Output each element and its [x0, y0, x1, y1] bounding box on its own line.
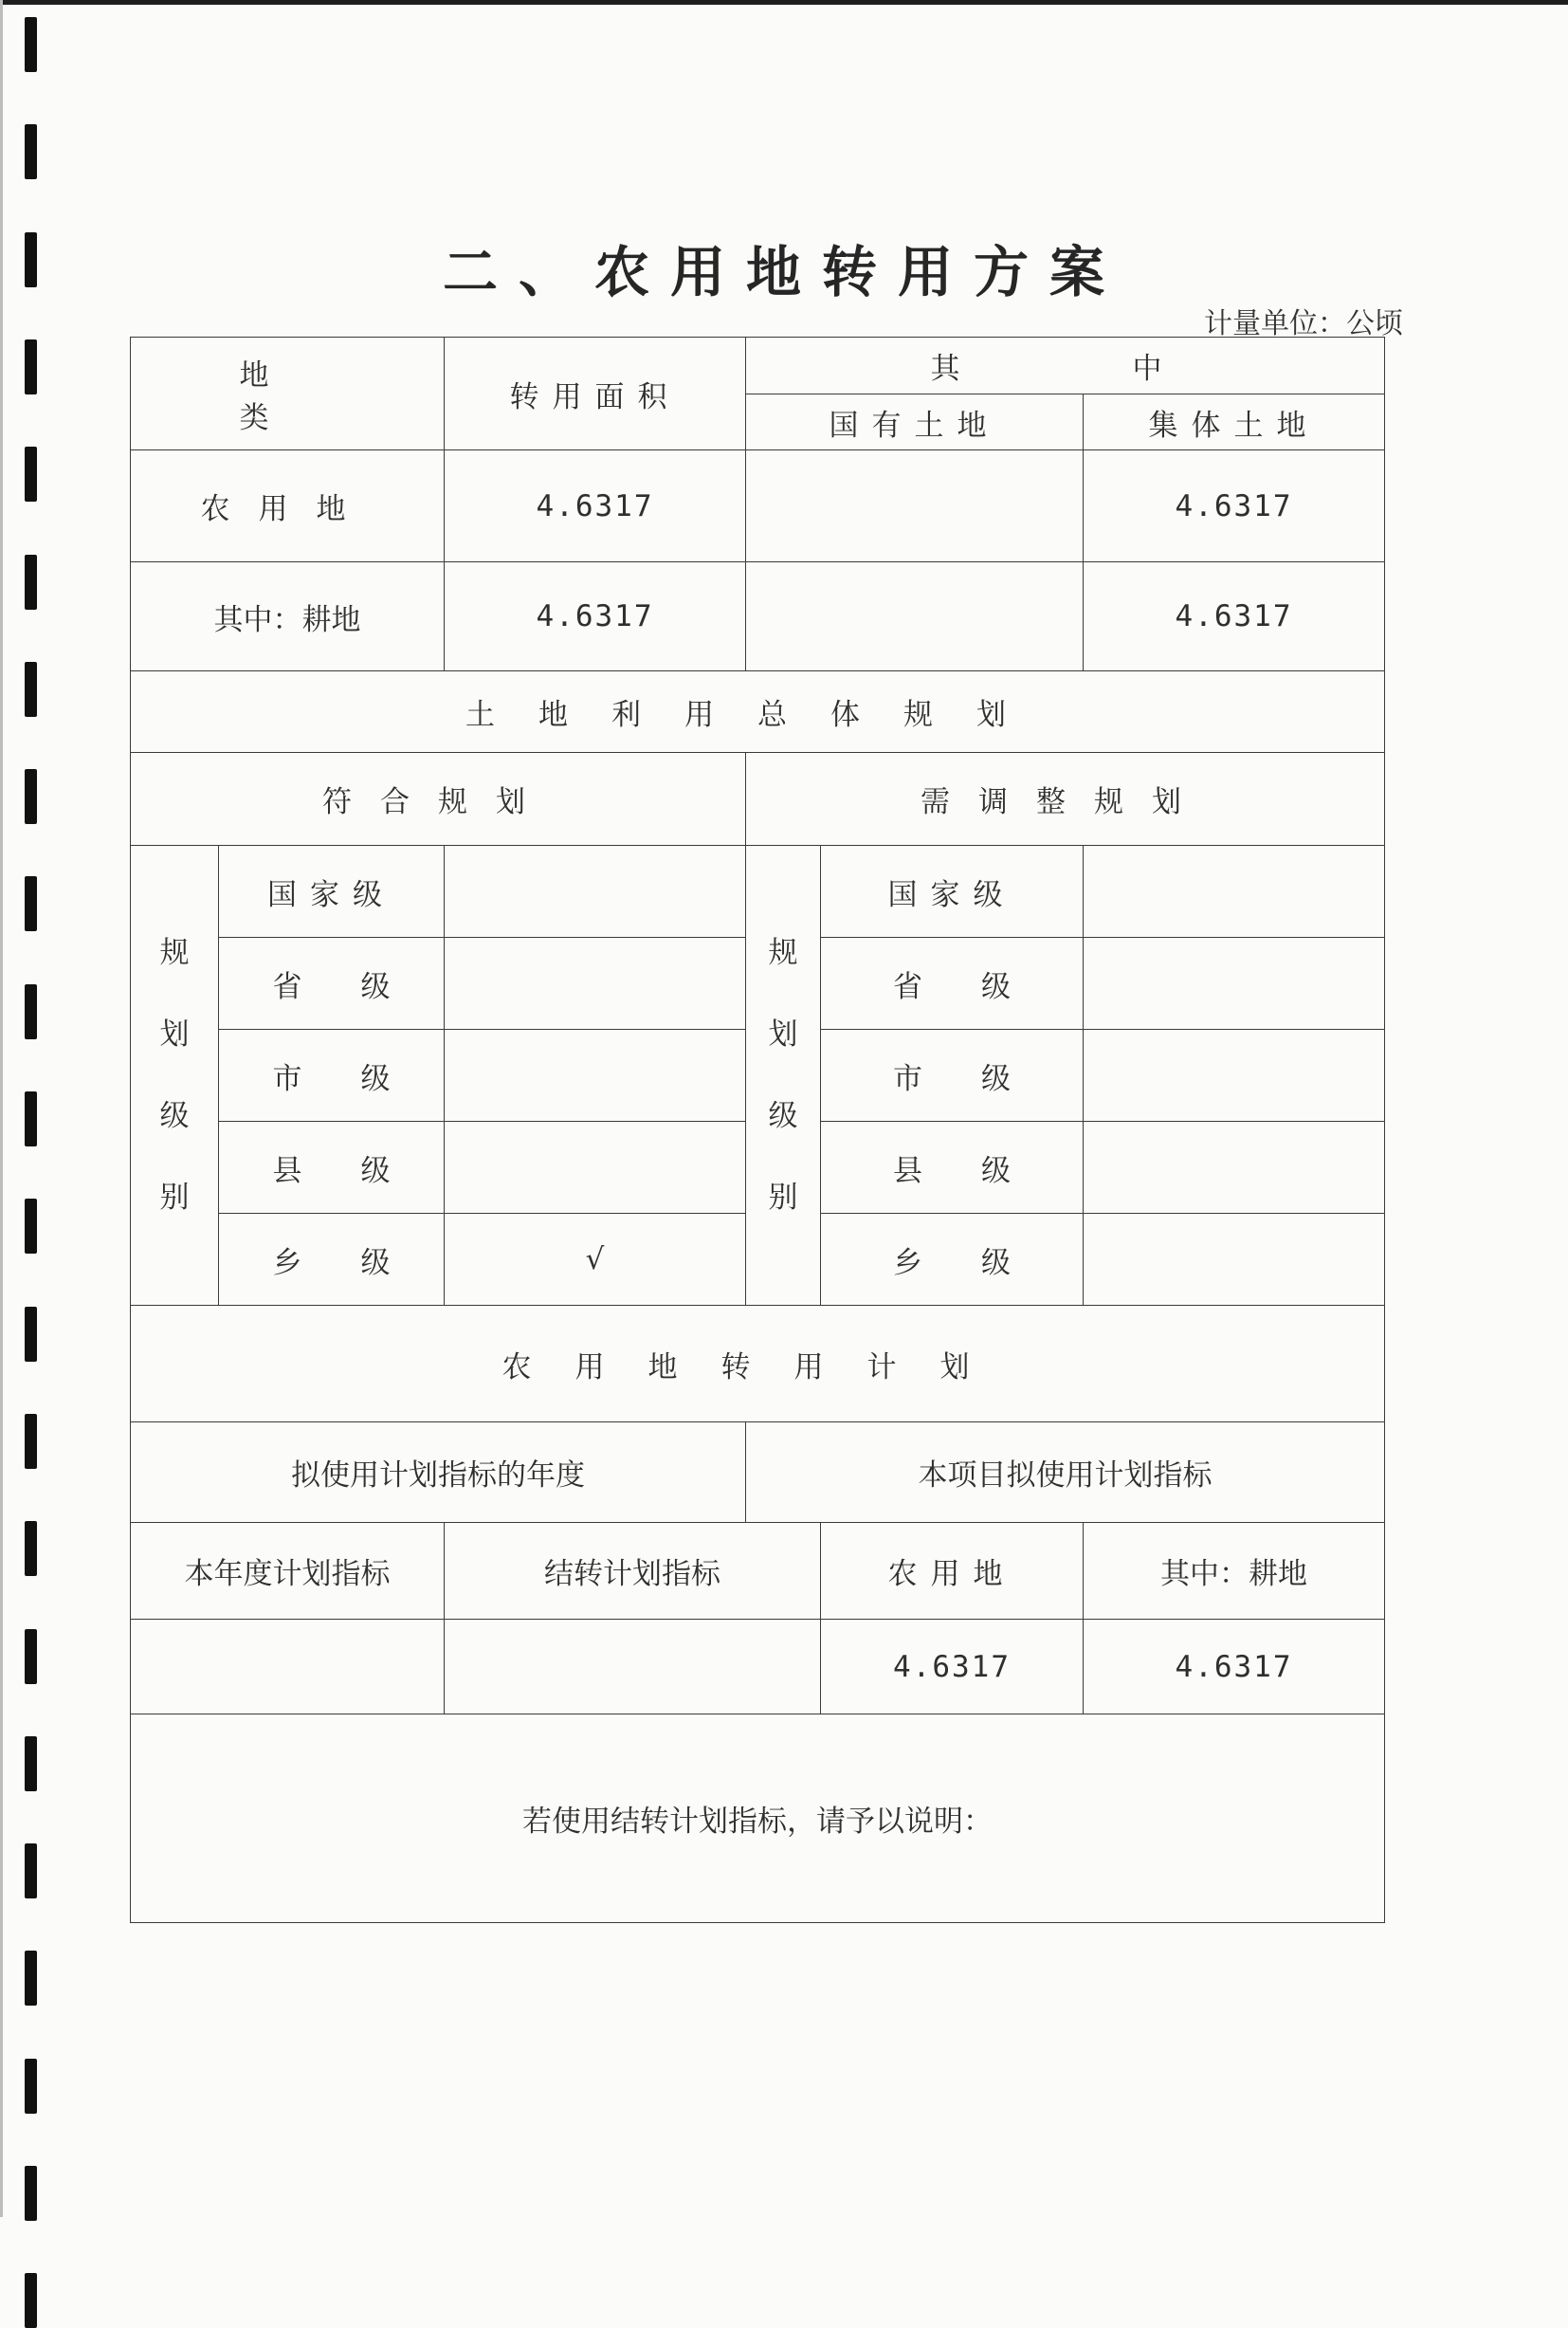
- adjust-township-value: [1084, 1214, 1385, 1306]
- level-char: 规: [159, 936, 190, 970]
- carryover-note: 若使用结转计划指标，请予以说明：: [131, 1714, 1385, 1923]
- row-plan-compliance: [131, 753, 1385, 846]
- year-heading: 拟使用计划指标的年度: [131, 1422, 746, 1523]
- project-cultivated-heading: 其中：耕地: [1084, 1523, 1385, 1620]
- project-heading: 本项目拟使用计划指标: [746, 1422, 1385, 1523]
- compliant-national-value: [445, 846, 746, 938]
- compliant-level-label: [131, 846, 219, 1306]
- cultivated-label: 其中：耕地: [131, 562, 445, 671]
- binding-hole: [25, 339, 37, 394]
- binding-holes: [0, 0, 57, 2217]
- project-cultivated-value: 4.6317: [1084, 1620, 1385, 1714]
- binding-hole: [25, 1414, 37, 1469]
- adjust-municipal-value: [1084, 1030, 1385, 1122]
- binding-hole: [25, 876, 37, 931]
- row-plan-index-headings: [131, 1422, 1385, 1523]
- adjust-level-provincial: 省 级: [821, 938, 1084, 1030]
- adjust-level-township: 乡 级: [821, 1214, 1084, 1306]
- binding-hole: [25, 2273, 37, 2328]
- row-cultivated: [131, 562, 1385, 671]
- binding-hole: [25, 769, 37, 824]
- binding-hole: [25, 1307, 37, 1362]
- row-note: [131, 1714, 1385, 1923]
- current-year-heading: 本年度计划指标: [131, 1523, 445, 1620]
- current-year-value: [131, 1620, 445, 1714]
- binding-hole: [25, 1199, 37, 1254]
- binding-hole: [25, 2059, 37, 2114]
- binding-hole: [25, 124, 37, 179]
- row-plan-index-values: [131, 1620, 1385, 1714]
- compliant-county-value: [445, 1122, 746, 1214]
- binding-hole: [25, 1521, 37, 1576]
- compliant-level-municipal: 市 级: [219, 1030, 445, 1122]
- cultivated-collective: 4.6317: [1084, 562, 1385, 671]
- header-of-which: 其 中: [746, 338, 1385, 394]
- cultivated-state: [746, 562, 1084, 671]
- binding-hole: [25, 1091, 37, 1146]
- adjust-level-national: 国家级: [821, 846, 1084, 938]
- binding-hole: [25, 1629, 37, 1684]
- row-plan-index-subheadings: [131, 1523, 1385, 1620]
- master-plan-heading: 土地利用总体规划: [131, 671, 1385, 753]
- binding-hole: [25, 662, 37, 717]
- level-char: 规: [768, 936, 798, 970]
- agricultural-state: [746, 450, 1084, 562]
- conversion-plan-table: [130, 337, 1385, 1923]
- conversion-plan-heading: 农用地转用计划: [131, 1306, 1385, 1422]
- header-converted-area: 转用面积: [445, 338, 746, 450]
- level-char: 级: [159, 1099, 190, 1133]
- carryover-heading: 结转计划指标: [445, 1523, 821, 1620]
- cultivated-area: 4.6317: [445, 562, 746, 671]
- binding-hole: [25, 1843, 37, 1898]
- level-char: 别: [159, 1181, 190, 1215]
- header-land-type: 地 类: [131, 338, 445, 450]
- compliant-township-checkmark: √: [445, 1214, 746, 1306]
- scan-top-edge: [0, 0, 1568, 5]
- binding-hole: [25, 555, 37, 610]
- header-row-1: [131, 338, 1385, 394]
- compliant-level-township: 乡 级: [219, 1214, 445, 1306]
- compliant-level-county: 县 级: [219, 1122, 445, 1214]
- adjust-county-value: [1084, 1122, 1385, 1214]
- compliant-level-national: 国家级: [219, 846, 445, 938]
- row-agricultural: [131, 450, 1385, 562]
- binding-hole: [25, 1736, 37, 1791]
- adjust-level-label: [746, 846, 821, 1306]
- page-title: 二、农用地转用方案: [442, 240, 1125, 304]
- adjust-level-county: 县 级: [821, 1122, 1084, 1214]
- row-master-plan-heading: [131, 671, 1385, 753]
- binding-hole: [25, 1951, 37, 2006]
- header-collective-land: 集体土地: [1084, 394, 1385, 450]
- agricultural-collective: 4.6317: [1084, 450, 1385, 562]
- binding-hole: [25, 447, 37, 502]
- binding-hole: [25, 2166, 37, 2221]
- agricultural-area: 4.6317: [445, 450, 746, 562]
- compliant-provincial-value: [445, 938, 746, 1030]
- row-conversion-plan-heading: [131, 1306, 1385, 1422]
- carryover-value: [445, 1620, 821, 1714]
- adjust-provincial-value: [1084, 938, 1385, 1030]
- binding-hole: [25, 17, 37, 72]
- agricultural-label: 农用地: [131, 450, 445, 562]
- level-row-national: [131, 846, 1385, 938]
- needs-adjustment-heading: 需调整规划: [746, 753, 1385, 846]
- level-char: 划: [159, 1017, 190, 1052]
- adjust-level-municipal: 市 级: [821, 1030, 1084, 1122]
- binding-hole: [25, 984, 37, 1039]
- project-agricultural-heading: 农用地: [821, 1523, 1084, 1620]
- adjust-national-value: [1084, 846, 1385, 938]
- compliant-level-provincial: 省 级: [219, 938, 445, 1030]
- header-state-land: 国有土地: [746, 394, 1084, 450]
- level-char: 级: [768, 1099, 798, 1133]
- compliant-heading: 符合规划: [131, 753, 746, 846]
- level-char: 别: [768, 1181, 798, 1215]
- project-agricultural-value: 4.6317: [821, 1620, 1084, 1714]
- unit-label: 计量单位：公顷: [1204, 307, 1403, 340]
- level-char: 划: [768, 1017, 798, 1052]
- compliant-municipal-value: [445, 1030, 746, 1122]
